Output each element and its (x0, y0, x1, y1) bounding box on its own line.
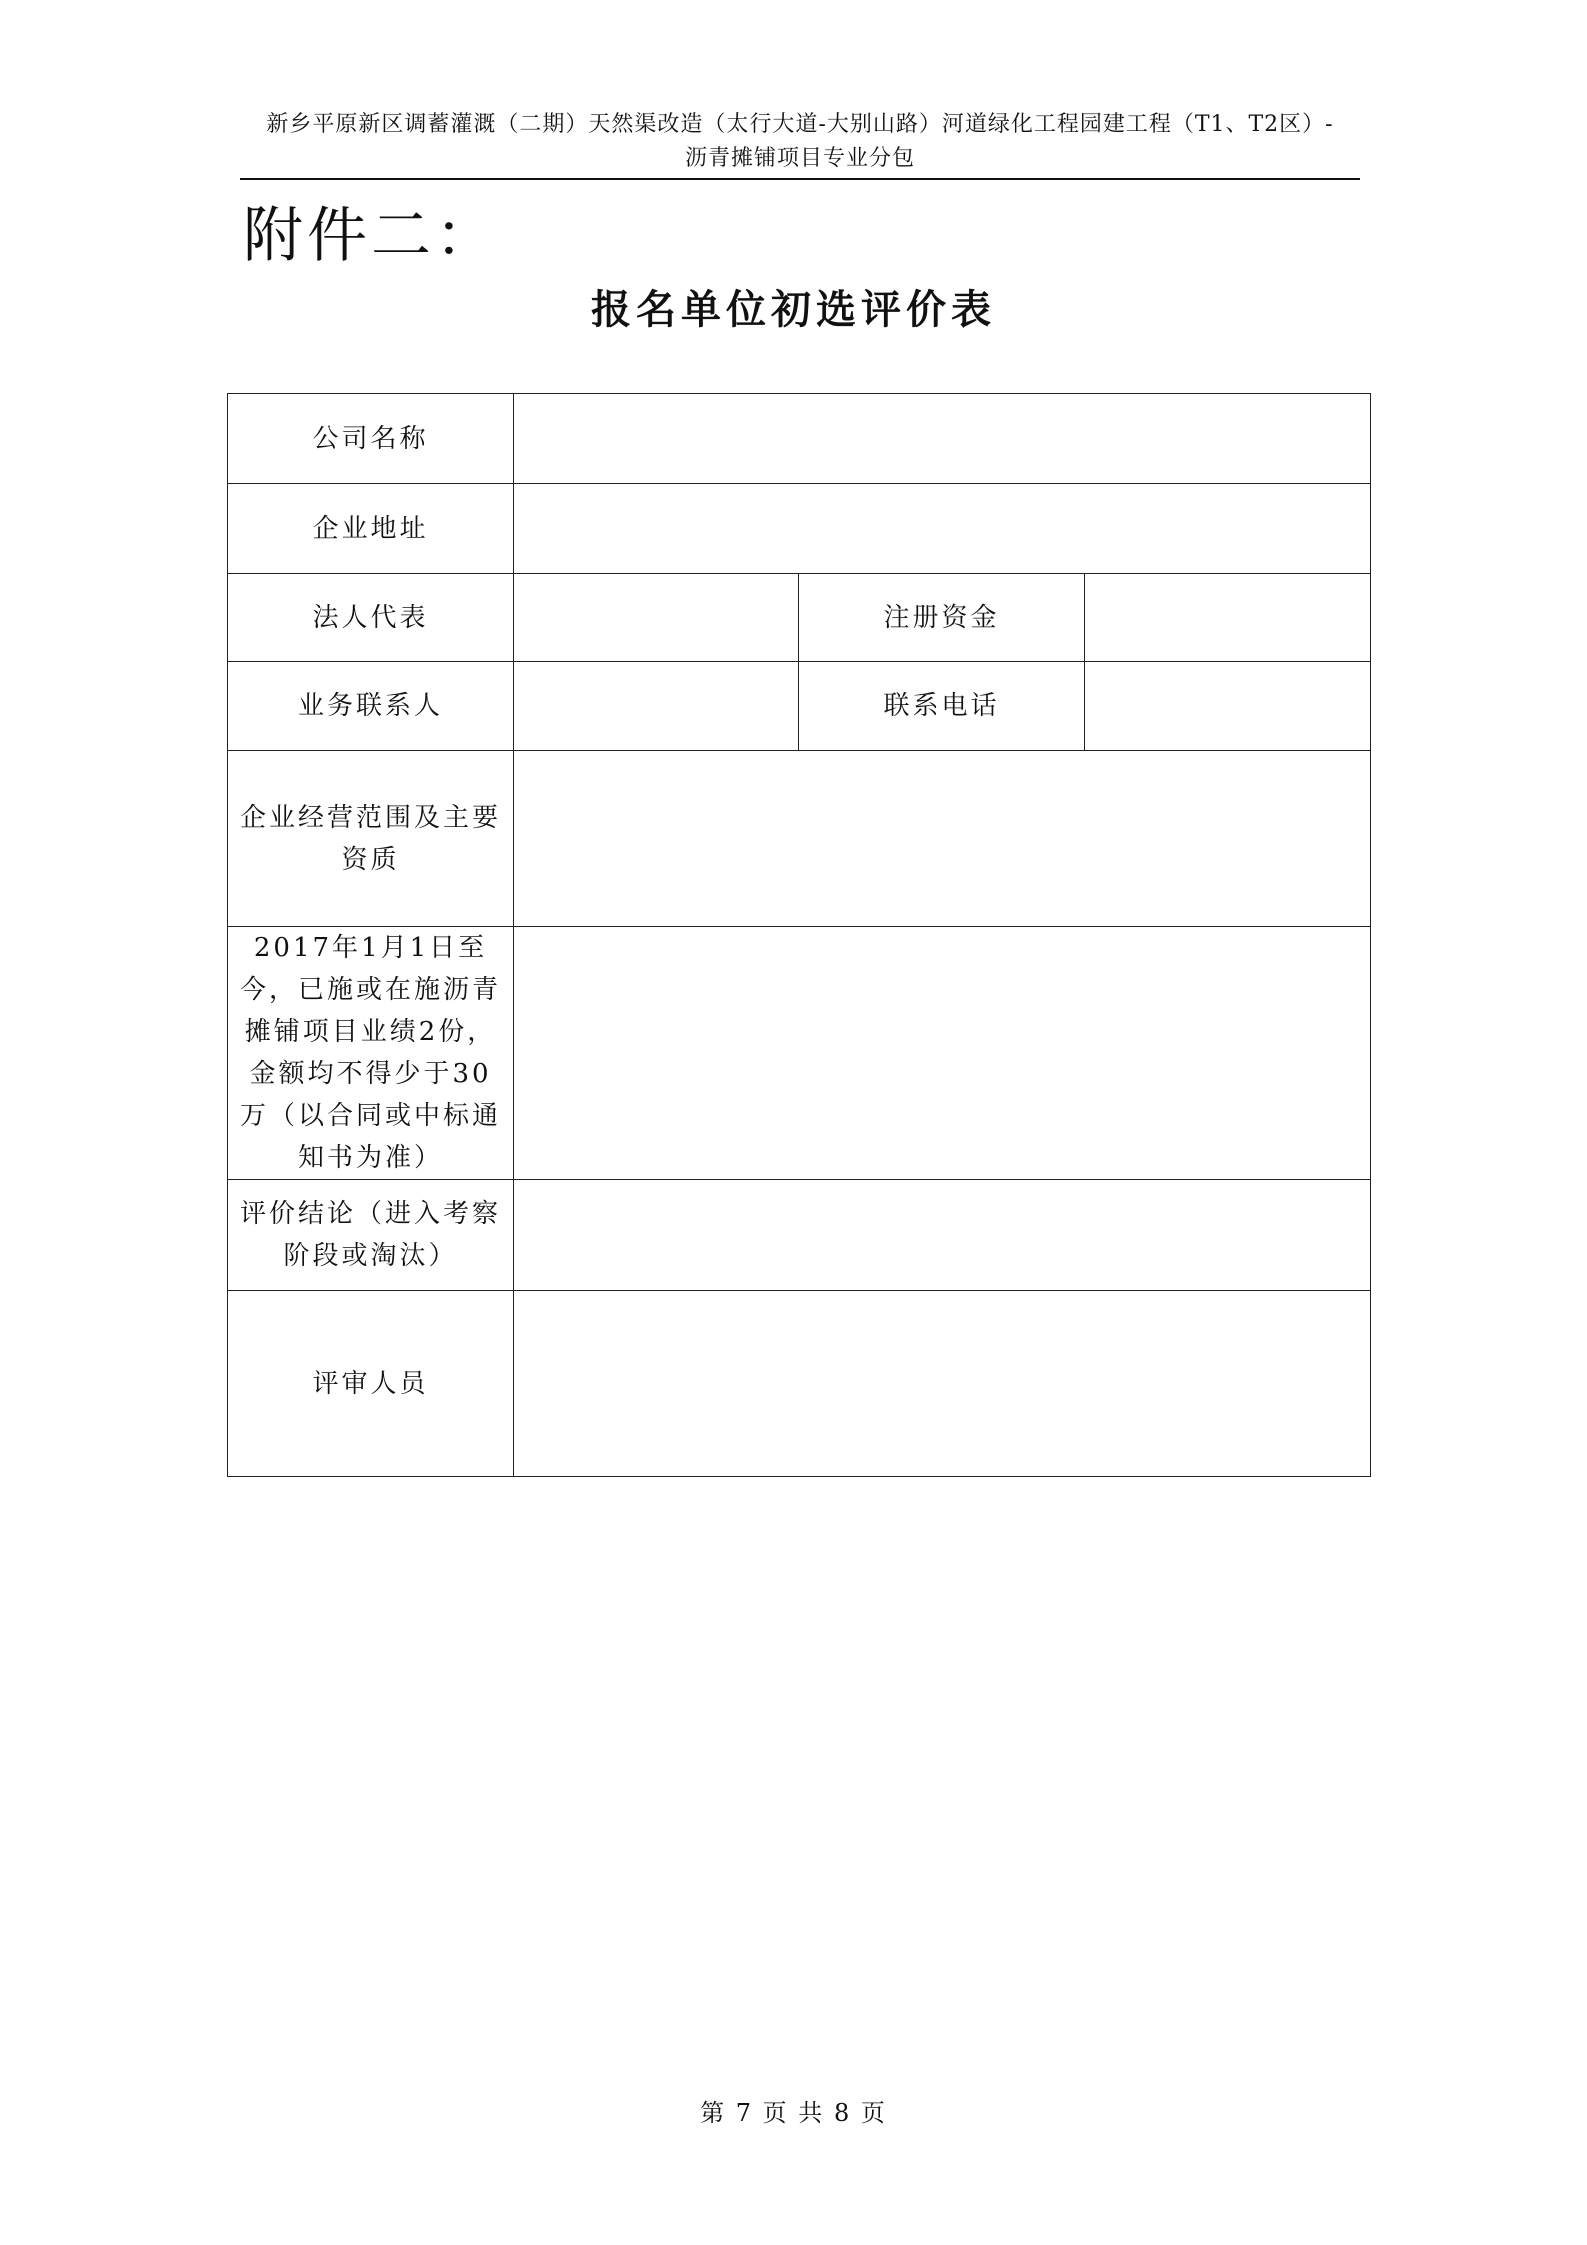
row-business-scope (228, 751, 1371, 927)
contact-person-field[interactable] (514, 662, 799, 751)
business-scope-label-line: 资质 (341, 844, 400, 875)
performance-label-line: 金额均不得少于30 (249, 1059, 492, 1089)
row-legal-rep (228, 574, 1371, 662)
contact-phone-label: 联系电话 (799, 662, 1085, 751)
business-scope-label-line: 企业经营范围及主要 (239, 802, 501, 833)
header-line-2: 沥青摊铺项目专业分包 (684, 146, 915, 171)
performance-label-line: 今，已施或在施沥青 (239, 975, 501, 1005)
row-conclusion (228, 1180, 1371, 1291)
row-reviewers (228, 1291, 1371, 1477)
row-address (228, 484, 1371, 574)
attachment-title: 附件二： (243, 201, 499, 271)
company-name-field[interactable] (514, 394, 1371, 484)
performance-label-line: 摊铺项目业绩2份， (244, 1017, 497, 1047)
performance-label-line: 知书为准） (297, 1143, 443, 1173)
address-label: 企业地址 (228, 484, 514, 574)
page-header (240, 108, 1360, 176)
performance-label (228, 927, 514, 1180)
evaluation-table (227, 393, 1371, 1477)
row-contact (228, 662, 1371, 751)
performance-field[interactable] (514, 927, 1371, 1180)
conclusion-field[interactable] (514, 1180, 1371, 1291)
conclusion-label-line: 阶段或淘汰） (283, 1241, 458, 1271)
row-performance (228, 927, 1371, 1180)
legal-rep-field[interactable] (514, 574, 799, 662)
business-scope-label (228, 751, 514, 927)
performance-label-line: 万（以合同或中标通 (239, 1101, 501, 1131)
legal-rep-label: 法人代表 (228, 574, 514, 662)
address-field[interactable] (514, 484, 1371, 574)
reviewers-field[interactable] (514, 1291, 1371, 1477)
registered-capital-field[interactable] (1085, 574, 1371, 662)
header-rule (240, 178, 1360, 180)
header-line-1: 新乡平原新区调蓄灌溉（二期）天然渠改造（太行大道-大别山路）河道绿化工程园建工程（T1、T2区）- (266, 112, 1334, 137)
conclusion-label-line: 评价结论（进入考察 (239, 1199, 501, 1229)
page-number: 第 7 页 共 8 页 (700, 2099, 887, 2127)
form-title: 报名单位初选评价表 (591, 286, 996, 333)
contact-phone-field[interactable] (1085, 662, 1371, 751)
contact-person-label: 业务联系人 (228, 662, 514, 751)
business-scope-field[interactable] (514, 751, 1371, 927)
registered-capital-label: 注册资金 (799, 574, 1085, 662)
row-company-name (228, 394, 1371, 484)
company-name-label: 公司名称 (228, 394, 514, 484)
conclusion-label (228, 1180, 514, 1291)
reviewers-label: 评审人员 (228, 1291, 514, 1477)
performance-label-line: 2017年1月1日至 (253, 933, 488, 963)
